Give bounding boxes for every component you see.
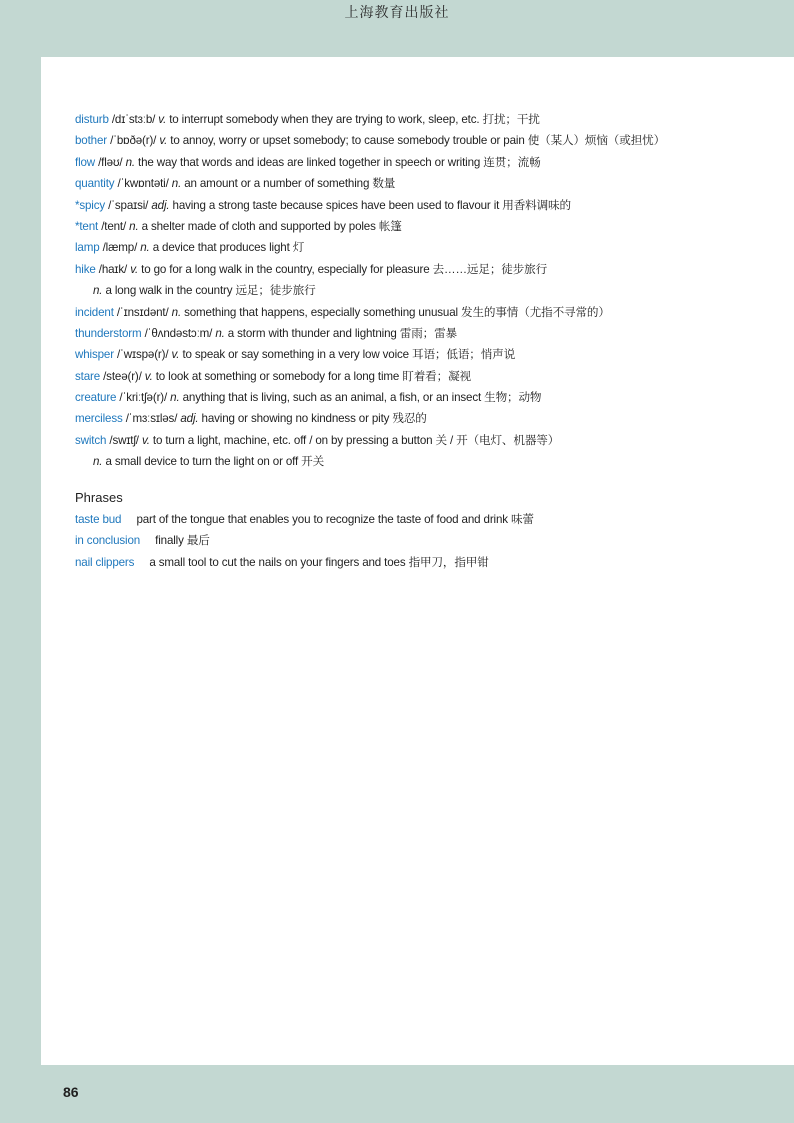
page-number: 86 <box>63 1084 79 1100</box>
vocab-entry-lamp <box>75 237 775 258</box>
vocab-pos: n. <box>93 284 103 298</box>
vocab-word: flow <box>75 155 96 169</box>
vocab-definition: to interrupt somebody when they are trying to work, sleep, etc. <box>169 113 480 126</box>
vocabulary-list <box>75 109 775 473</box>
vocab-definition: a long walk in the country <box>105 284 233 298</box>
vocab-word: thunderstorm <box>75 326 142 340</box>
vocab-definition: having a strong taste because spices have been used to flavour it <box>172 198 500 212</box>
vocab-entry-disturb <box>75 109 775 130</box>
phrases-heading: Phrases <box>75 490 123 505</box>
vocab-pos: n. <box>125 155 135 169</box>
vocab-word: quantity <box>75 177 115 191</box>
vocab-word: merciless <box>75 412 123 426</box>
vocab-entry-bother <box>75 130 775 151</box>
vocab-entry-hike <box>75 259 775 280</box>
vocab-ipa: /ˈkriːtʃə(r)/ <box>119 391 168 405</box>
phrase-definition: part of the tongue that enables you to recognize the taste of food and drink <box>136 513 508 526</box>
vocab-word: hike <box>75 262 96 276</box>
vocab-entry-stare <box>75 366 775 387</box>
vocab-pos: v. <box>144 369 153 383</box>
vocab-word: disturb <box>75 113 109 126</box>
vocab-chinese: 数量 <box>372 177 396 191</box>
vocab-entry-flow <box>75 152 775 173</box>
vocab-definition: the way that words and ideas are linked together in speech or writing <box>138 155 481 169</box>
vocab-chinese: 打扰；干扰 <box>482 113 540 126</box>
vocab-definition: anything that is living, such as an animal, a fish, or an insect <box>182 391 482 405</box>
vocab-ipa: /haɪk/ <box>98 262 128 276</box>
vocab-chinese: 关 / 开（电灯、机器等） <box>435 433 560 447</box>
vocab-ipa: /ˈkwɒntəti/ <box>117 177 169 191</box>
vocab-pos: n. <box>171 177 182 191</box>
phrase-term: in conclusion <box>75 534 141 548</box>
vocab-entry-creature <box>75 387 775 408</box>
phrase-definition: finally <box>155 534 184 548</box>
vocab-word: whisper <box>75 348 114 362</box>
vocab-definition: a small device to turn the light on or off <box>105 455 299 469</box>
vocab-word: creature <box>75 391 117 405</box>
vocab-ipa: /swɪtʃ/ <box>109 433 139 447</box>
phrase-entry-in-conclusion <box>75 530 775 551</box>
vocab-entry-thunderstorm <box>75 323 775 344</box>
phrase-entry-nail-clippers <box>75 552 775 573</box>
vocab-pos: v. <box>159 134 168 148</box>
vocab-ipa: /ˈspaɪsi/ <box>108 198 149 212</box>
vocab-definition: to look at something or somebody for a long time <box>155 369 400 383</box>
vocab-word: bother <box>75 134 107 148</box>
vocab-entry-spicy <box>75 195 775 216</box>
vocab-ipa: /ˈɪnsɪdənt/ <box>116 305 169 319</box>
vocab-ipa: /tent/ <box>101 219 127 233</box>
vocab-entry-switch <box>75 430 775 451</box>
vocab-pos: v. <box>130 262 139 276</box>
vocab-ipa: /fləʊ/ <box>98 155 123 169</box>
vocab-chinese: 使（某人）烦恼（或担忧） <box>527 134 666 148</box>
vocab-chinese: 生物；动物 <box>484 391 542 405</box>
vocab-pos: n. <box>170 391 180 405</box>
publisher-header: 上海教育出版社 <box>344 5 450 21</box>
vocab-chinese: 连贯；流畅 <box>483 155 541 169</box>
vocab-definition: a shelter made of cloth and supported by poles <box>141 219 376 233</box>
phrase-term: taste bud <box>75 513 122 526</box>
vocab-chinese: 盯着看；凝视 <box>402 369 471 383</box>
vocab-pos: n. <box>171 305 182 319</box>
vocab-chinese: 耳语；低语；悄声说 <box>412 348 516 362</box>
vocab-pos: adj. <box>151 198 170 212</box>
vocab-definition: a device that produces light <box>152 241 290 255</box>
vocab-definition: something that happens, especially something unusual <box>184 305 458 319</box>
vocab-ipa: /dɪˈstɜːb/ <box>111 113 156 126</box>
vocab-ipa: /steə(r)/ <box>103 369 142 383</box>
vocab-definition: having or showing no kindness or pity <box>201 412 390 426</box>
vocab-ipa: /ˈwɪspə(r)/ <box>116 348 169 362</box>
vocab-chinese: 去……远足；徒步旅行 <box>432 262 548 276</box>
phrase-chinese: 最后 <box>186 534 210 548</box>
vocab-chinese: 用香料调味的 <box>502 198 571 212</box>
vocab-pos: n. <box>93 455 103 469</box>
vocab-ipa: /ˈmɜːsɪləs/ <box>125 412 178 426</box>
vocab-pos: n. <box>129 219 139 233</box>
vocab-entry-incident <box>75 302 775 323</box>
page-sheet <box>41 57 794 1065</box>
vocab-pos: v. <box>171 348 180 362</box>
vocab-chinese: 帐篷 <box>378 219 402 233</box>
vocab-definition: a storm with thunder and lightning <box>227 326 397 340</box>
vocab-definition: to speak or say something in a very low voice <box>182 348 409 362</box>
vocab-pos: v. <box>141 433 150 447</box>
vocab-entry-whisper <box>75 344 775 365</box>
vocab-word: incident <box>75 305 114 319</box>
vocab-subentry-hike-noun <box>75 280 775 301</box>
vocab-chinese: 雷雨；雷暴 <box>399 326 457 340</box>
vocab-entry-tent <box>75 216 775 237</box>
vocab-chinese: 远足；徒步旅行 <box>235 284 316 298</box>
vocab-subentry-switch-noun <box>75 451 775 472</box>
phrase-chinese: 味蕾 <box>510 513 534 526</box>
phrase-entry-taste-bud <box>75 509 775 530</box>
vocab-pos: n. <box>215 326 225 340</box>
vocab-word: *tent <box>75 219 99 233</box>
vocab-ipa: /læmp/ <box>102 241 138 255</box>
vocab-definition: to go for a long walk in the country, especially for pleasure <box>141 262 430 276</box>
phrase-definition: a small tool to cut the nails on your fingers and toes <box>149 555 406 569</box>
vocab-entry-quantity <box>75 173 775 194</box>
phrases-section <box>75 487 775 573</box>
vocab-ipa: /ˈbɒðə(r)/ <box>110 134 157 148</box>
vocab-word: switch <box>75 433 107 447</box>
vocab-ipa: /ˈθʌndəstɔːm/ <box>144 326 213 340</box>
vocab-word: lamp <box>75 241 100 255</box>
vocab-chinese: 发生的事情（尤指不寻常的） <box>461 305 610 319</box>
vocab-definition: to annoy, worry or upset somebody; to cause somebody trouble or pain <box>170 134 525 148</box>
phrase-chinese: 指甲刀，指甲钳 <box>408 555 489 569</box>
vocab-word: stare <box>75 369 101 383</box>
vocab-definition: an amount or a number of something <box>184 177 370 191</box>
vocab-entry-merciless <box>75 408 775 429</box>
vocab-chinese: 残忍的 <box>392 412 427 426</box>
vocab-pos: v. <box>158 113 167 126</box>
vocab-chinese: 灯 <box>292 241 305 255</box>
vocab-chinese: 开关 <box>301 455 325 469</box>
phrase-term: nail clippers <box>75 555 135 569</box>
vocab-pos: adj. <box>180 412 199 426</box>
vocab-pos: n. <box>140 241 150 255</box>
vocab-definition: to turn a light, machine, etc. off / on by pressing a button <box>152 433 433 447</box>
vocab-word: *spicy <box>75 198 106 212</box>
